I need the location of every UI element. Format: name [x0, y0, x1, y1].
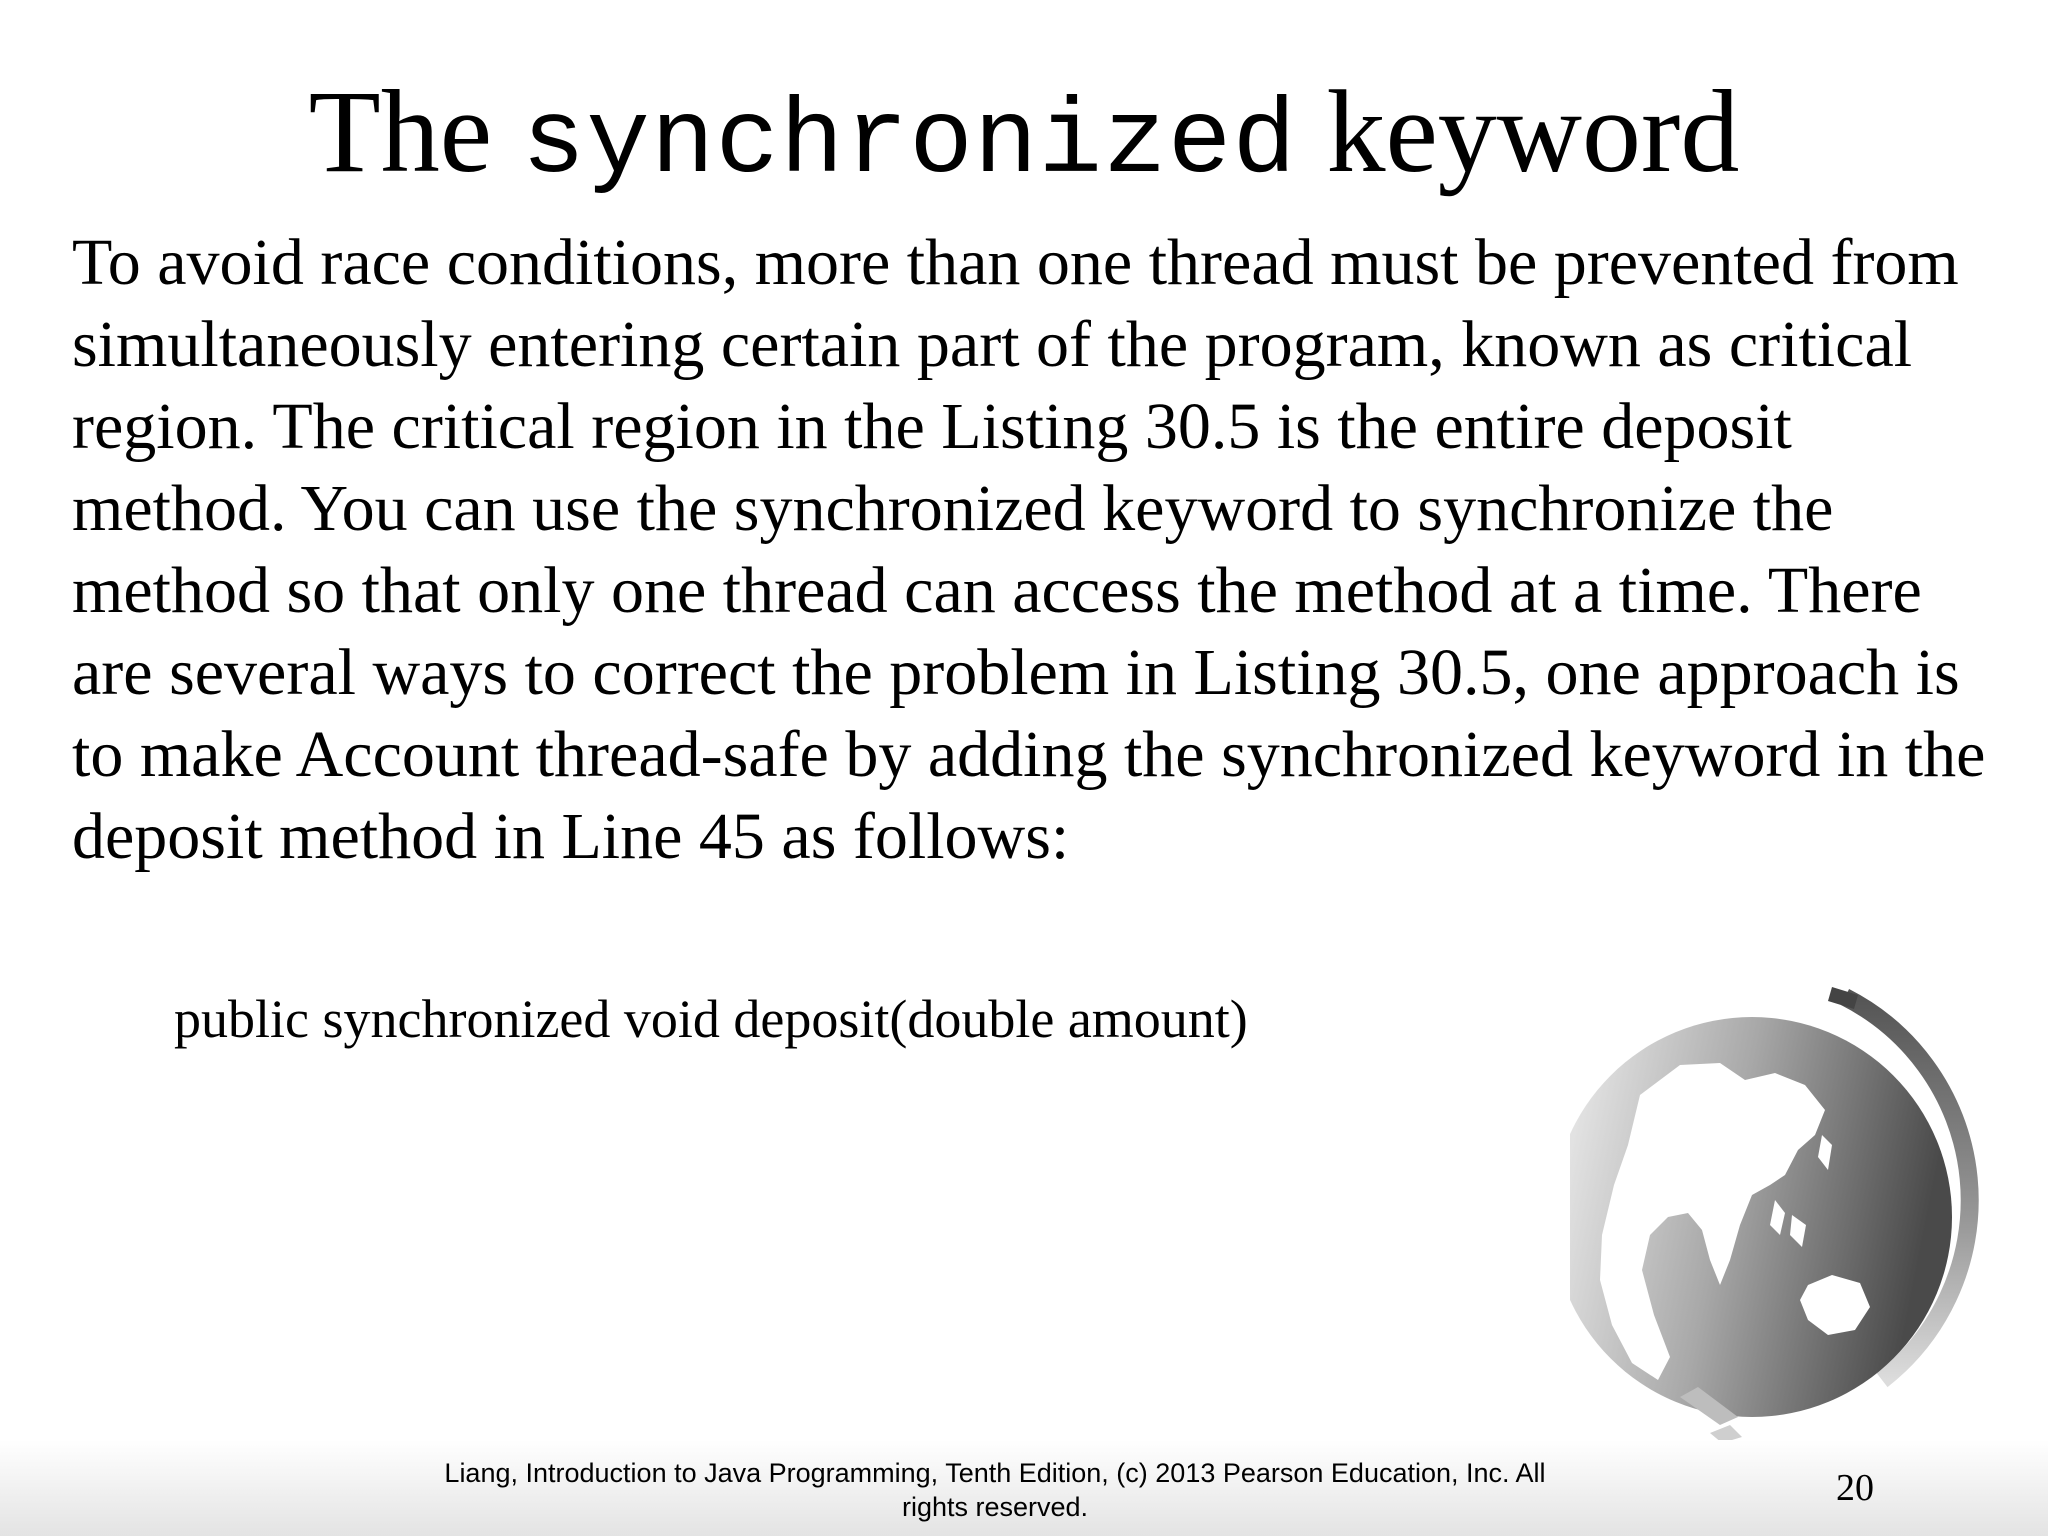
footer-line-2: rights reserved.	[901, 1492, 1089, 1522]
footer-copyright	[400, 1456, 1590, 1524]
code-example: public synchronized void deposit(double amount)	[174, 989, 1248, 1049]
body-paragraph: To avoid race conditions, more than one thread must be prevented from simultaneously entering certain part of the program, known as critical region. The critical region in the Listing 30.5 is the entire deposit method. You can use the synchronized keyword to synchronize the method so that only one thread can access the method at a time. There are several ways to correct the problem in Listing 30.5, one approach is to make Account thread-safe by adding the synchronized keyword in the deposit method in Line 45 as follows:	[72, 226, 1986, 873]
page-number: 20	[1836, 1467, 1874, 1509]
globe-icon	[1570, 985, 2048, 1495]
title-keyword-code: synchronized	[521, 83, 1297, 203]
slide-title	[0, 62, 2048, 213]
title-prefix: The	[308, 66, 522, 197]
footer-line-1: Liang, Introduction to Java Programming, Tenth Edition, (c) 2013 Pearson Education, Inc. All	[444, 1458, 1546, 1488]
title-suffix: keyword	[1296, 66, 1740, 197]
